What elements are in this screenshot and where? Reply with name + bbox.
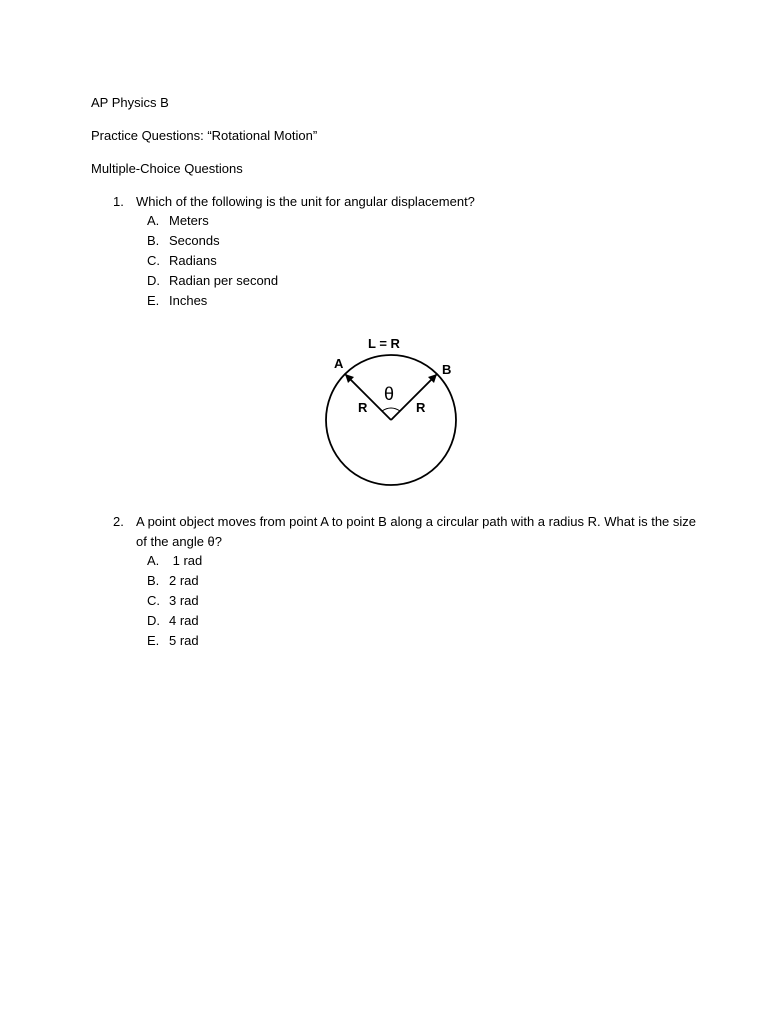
- option-text: Radian per second: [169, 273, 279, 288]
- radius-label-left: R: [358, 400, 368, 415]
- option-text: Radians: [169, 253, 217, 268]
- document-title: Practice Questions: “Rotational Motion”: [91, 128, 318, 143]
- angle-theta-label: θ: [384, 384, 395, 404]
- question-number: 1.: [113, 194, 124, 209]
- radius-line-b: [391, 374, 437, 420]
- option-letter: C.: [147, 593, 160, 608]
- option-letter: B.: [147, 233, 160, 248]
- circle-diagram: [318, 330, 468, 495]
- option-e: [147, 633, 199, 649]
- option-d: [147, 273, 278, 289]
- question-text: A point object moves from point A to point B along a circular path with a radius R. What is the size of the angle θ?: [136, 514, 697, 549]
- option-text: 3 rad: [169, 593, 199, 608]
- option-letter: B.: [147, 573, 160, 588]
- option-c: [147, 593, 199, 609]
- option-text: 5 rad: [169, 633, 199, 648]
- option-letter: E.: [147, 293, 160, 308]
- arc-length-label: L = R: [368, 336, 400, 351]
- option-b: [147, 573, 199, 589]
- option-letter: D.: [147, 273, 160, 288]
- point-a-label: A: [334, 356, 344, 371]
- option-letter: A.: [147, 213, 160, 228]
- option-letter: C.: [147, 253, 160, 268]
- option-text: Seconds: [169, 233, 220, 248]
- option-a: [147, 553, 202, 569]
- course-title: AP Physics B: [91, 95, 169, 110]
- option-e: [147, 293, 207, 309]
- option-d: [147, 613, 199, 629]
- option-letter: A.: [147, 553, 160, 568]
- option-letter: E.: [147, 633, 160, 648]
- angle-arc: [382, 408, 400, 411]
- point-b-label: B: [442, 362, 452, 377]
- option-text: Meters: [169, 213, 209, 228]
- option-c: [147, 253, 217, 269]
- question-text: Which of the following is the unit for angular displacement?: [136, 194, 475, 209]
- option-text: Inches: [169, 293, 208, 308]
- question-number: 2.: [113, 514, 124, 529]
- section-heading: Multiple-Choice Questions: [91, 161, 243, 176]
- option-text: 4 rad: [169, 613, 199, 628]
- option-a: [147, 213, 209, 229]
- radius-label-right: R: [416, 400, 426, 415]
- option-text: 1 rad: [169, 553, 203, 568]
- option-letter: D.: [147, 613, 160, 628]
- option-text: 2 rad: [169, 573, 199, 588]
- option-b: [147, 233, 220, 249]
